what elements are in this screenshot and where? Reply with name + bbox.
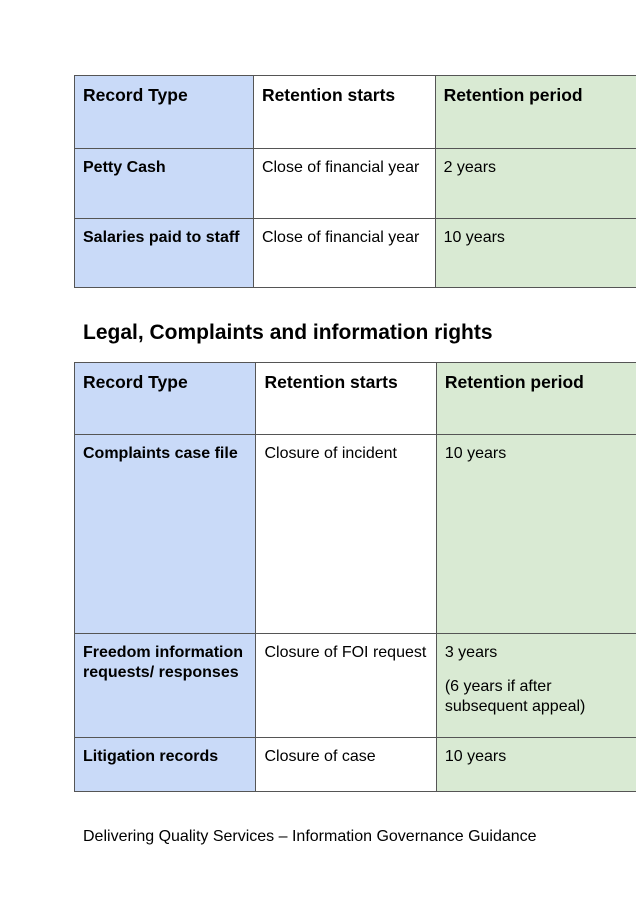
retention-starts-cell: Close of financial year: [253, 219, 435, 288]
header-record-type: Record Type: [75, 76, 254, 149]
section-title: Legal, Complaints and information rights: [83, 321, 493, 344]
header-record-type: Record Type: [75, 363, 256, 435]
retention-starts-cell: Close of financial year: [253, 149, 435, 219]
header-retention-starts: Retention starts: [253, 76, 435, 149]
table-row: [75, 149, 636, 219]
retention-period-value: 3 years: [444, 644, 498, 661]
table-row: [75, 738, 636, 792]
retention-period-cell: 10 years: [436, 738, 636, 792]
record-type-cell: Complaints case file: [75, 435, 256, 634]
header-retention-period: Retention period: [436, 363, 636, 435]
retention-table-finance: [74, 75, 636, 288]
header-retention-period: Retention period: [435, 76, 636, 149]
retention-period-cell: [436, 634, 636, 738]
record-type-cell: Freedom information requests/ responses: [75, 634, 256, 738]
header-retention-starts: Retention starts: [256, 363, 436, 435]
retention-period-note: (6 years if after subsequent appeal): [444, 678, 586, 715]
record-type-cell: Litigation records: [75, 738, 256, 792]
table-header-row: [75, 76, 636, 149]
table-row: [75, 219, 636, 288]
table-row: [75, 634, 636, 738]
table-row: [75, 435, 636, 634]
table-header-row: [75, 363, 636, 435]
record-type-cell: Salaries paid to staff: [75, 219, 254, 288]
record-type-cell: Petty Cash: [75, 149, 254, 219]
retention-starts-cell: Closure of incident: [256, 435, 436, 634]
retention-period-cell: 10 years: [435, 219, 636, 288]
page-footer: Delivering Quality Services – Information Governance Guidance: [83, 828, 537, 845]
retention-starts-cell: Closure of case: [256, 738, 436, 792]
retention-starts-cell: Closure of FOI request: [256, 634, 436, 738]
retention-period-cell: 2 years: [435, 149, 636, 219]
retention-table-legal: [74, 362, 636, 792]
retention-period-cell: 10 years: [436, 435, 636, 634]
